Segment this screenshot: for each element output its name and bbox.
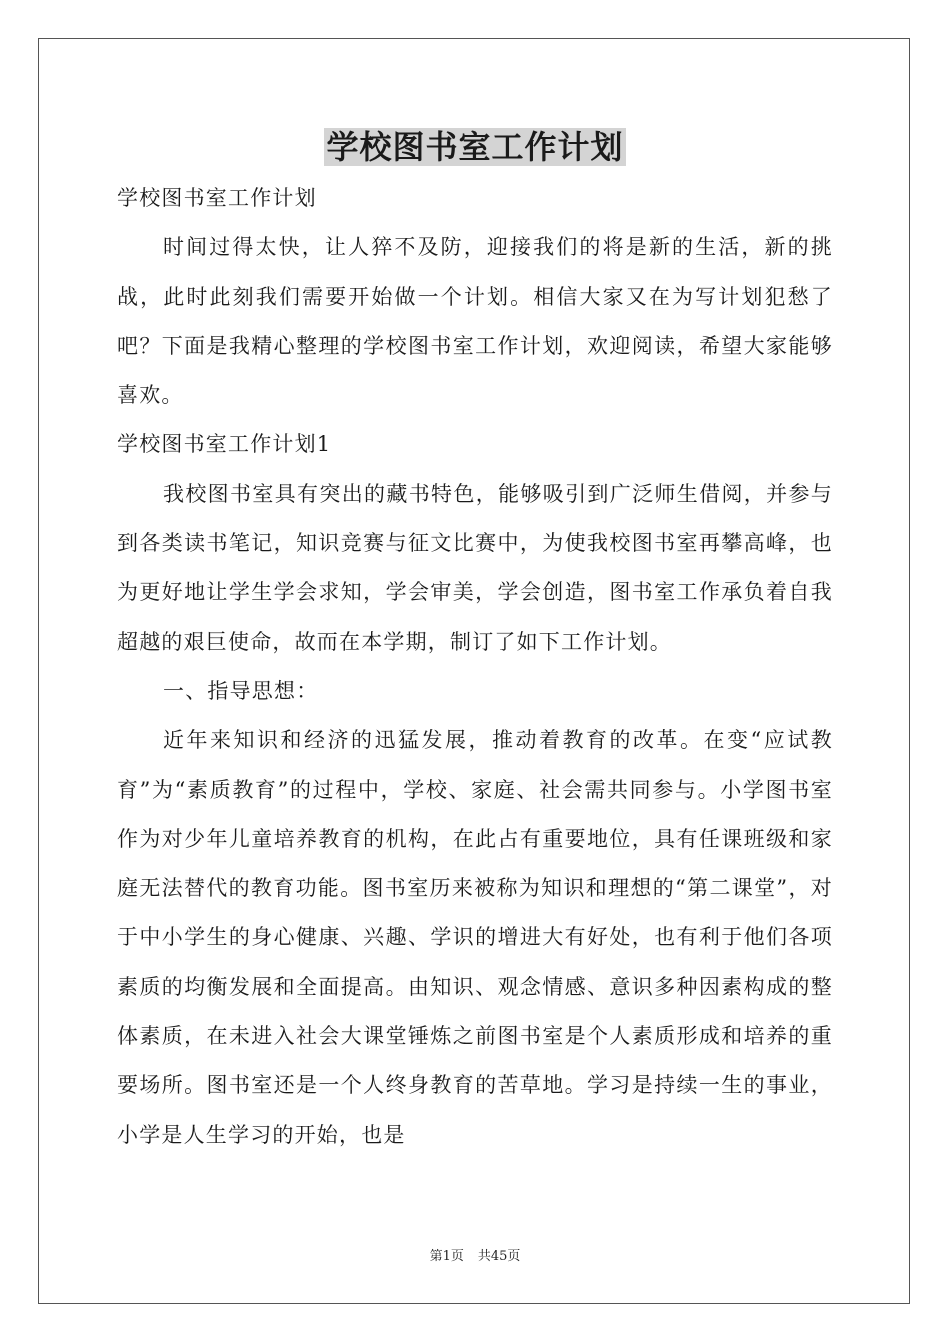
paragraph-guiding-heading: 一、指导思想： [163,678,319,703]
document-body [117,174,833,1160]
paragraph-guiding-body: 近年来知识和经济的迅猛发展，推动着教育的改革。在变“应试教育”为“素质教育”的过程中，学校、家庭、社会需共同参与。小学图书室作为对少年儿童培养教育的机构，在此占有重要地位，具有任课班级和家庭无法替代的教育功能。图书室历来被称为知识和理想的“第二课堂”，对于中小学生的身心健康、兴趣、学识的增进大有好处，也有利于他们各项素质的均衡发展和全面提高。由知识、观念情感、意识多种因素构成的整体素质，在未进入社会大课堂锤炼之前图书室是个人素质形成和培养的重要场所。图书室还是一个人终身教育的苦草地。学习是持续一生的事业，小学是人生学习的开始，也是 [117,728,833,1147]
paragraph-subtitle: 学校图书室工作计划 [117,186,317,210]
document-title [0,122,950,172]
page-number: 第1页 [429,1249,464,1264]
page-total: 共45页 [477,1249,521,1264]
document-title-text: 学校图书室工作计划 [326,128,624,166]
page-footer [0,1248,950,1266]
paragraph-intro: 时间过得太快，让人猝不及防，迎接我们的将是新的生活，新的挑战，此时此刻我们需要开始做一个计划。相信大家又在为写计划犯愁了吧？下面是我精心整理的学校图书室工作计划，欢迎阅读，希望大家能够喜欢。 [117,235,833,408]
paragraph-section-heading: 学校图书室工作计划1 [117,432,332,457]
paragraph-library-overview: 我校图书室具有突出的藏书特色，能够吸引到广泛师生借阅，并参与到各类读书笔记，知识竞赛与征文比赛中，为使我校图书室再攀高峰，也为更好地让学生学会求知，学会审美，学会创造，图书室工作承负着自我超越的艰巨使命，故而在本学期，制订了如下工作计划。 [117,481,833,654]
